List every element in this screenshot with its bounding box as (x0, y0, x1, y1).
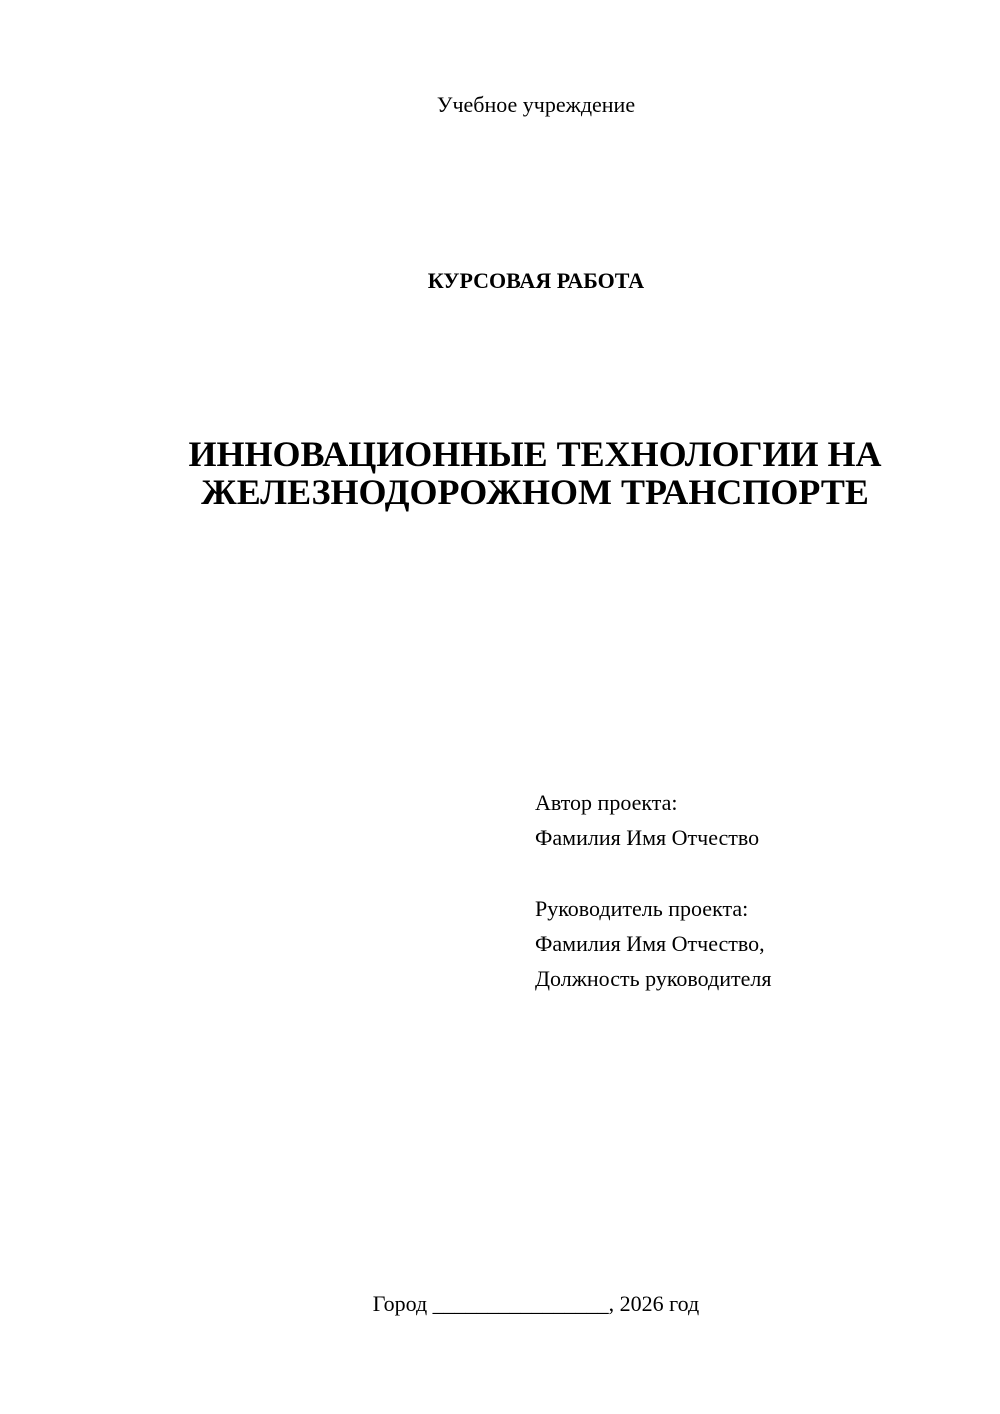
document-title (100, 435, 970, 511)
supervisor-position: Должность руководителя (535, 966, 772, 991)
document-title-line-2: ЖЕЛЕЗНОДОРОЖНОМ ТРАНСПОРТЕ (201, 472, 869, 512)
supervisor-label: Руководитель проекта: (535, 896, 749, 921)
author-label: Автор проекта: (535, 790, 678, 815)
city-year-line: Город ________________, 2026 год (372, 1291, 700, 1316)
supervisor-name: Фамилия Имя Отчество, (535, 931, 765, 956)
document-title-line-1: ИННОВАЦИОННЫЕ ТЕХНОЛОГИИ НА (188, 434, 882, 474)
work-type-heading: КУРСОВАЯ РАБОТА (427, 268, 645, 293)
author-name: Фамилия Имя Отчество (535, 825, 760, 850)
institution-name: Учебное учреждение (436, 92, 636, 117)
